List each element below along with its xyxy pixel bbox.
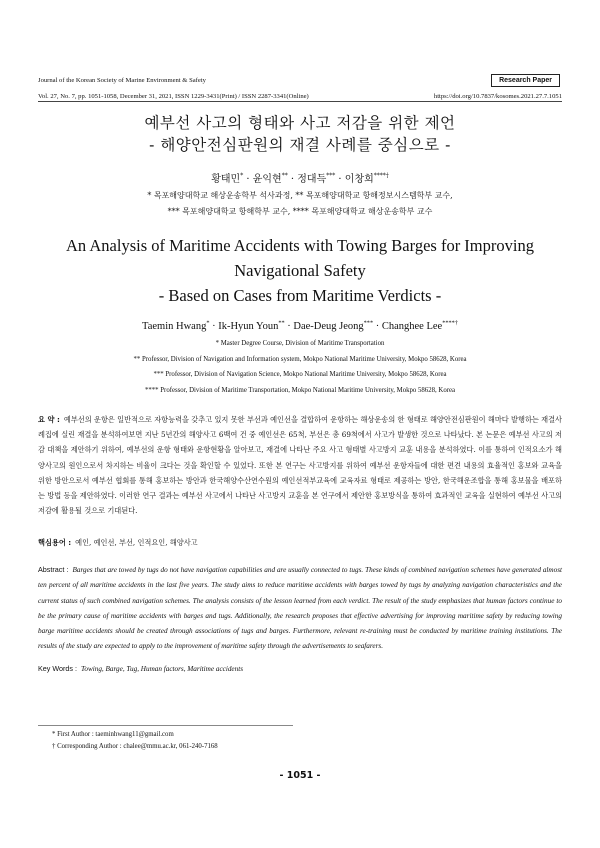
korean-abstract-text: 예부선의 운항은 일반적으로 자항능력을 갖추고 있지 못한 부선과 예인선을 결합하여 운항하는 해상운송의 한 형태로 해양안전심판원이 해마다 발행하는 재결사례집에 실린 재결을 분석하여보면 지난 5년간의 해양사고 6백여 건 중 예인선은 65척, 부선은 총 69척에서 사고가 발생한 것으로 나타났다. 본 논문은 예부선 사고의 저감 대책을 제안하기 위하여, 예부선의 운항 형태와 운항현황을 알아보고, 재결에 나타난 주요 사고 형태별 사고방지 교훈 내용을 분석하였다. 이를 통하여 인적요소가 해양사고의 원인으로서 차지하는 비율이 크다는 것을 확인할 수 있었다. 또한 본 연구는 사고방지를 위하여 예부선 운항자들에 대한 편견 내용의 효율적인 홍보와 교육을 위한 방안으로서 예부선 협회를 통해 홍보하는 방안과 한국해양수산연수원의 예인선적부교육에 교육자료 형태로 제공하는 방안, 한국해운조합을 통해 홍보물을 배포하는 방법 등을 제안하였다. 이러한 연구 결과는 예부선 사고에서 나타난 사고방지 교훈을 본 연구에서 제안한 홍보방식을 통하여 효과적인 교육을 실현하여 예부선 사고의 저감에 활용될 것으로 기대된다. — [38, 415, 563, 516]
korean-author: 정대득*** — [297, 172, 336, 185]
korean-title: 예부선 사고의 형태와 사고 저감을 위한 제언 — [144, 114, 456, 132]
page-number: - 1051 - — [279, 770, 321, 781]
english-title-line1: An Analysis of Maritime Accidents with Towing Barges for Improving — [66, 236, 534, 255]
english-affiliation: **** Professor, Division of Maritime Transportation, Mokpo National Maritime University, Mokpo 58628, Korea — [144, 387, 456, 394]
korean-author: 이창희****† — [344, 172, 389, 185]
english-author: Taemin Hwang* — [142, 319, 210, 332]
english-author: Ik-Hyun Youn** — [218, 319, 285, 332]
header-rule — [38, 101, 562, 102]
english-author: Dae-Deug Jeong*** — [293, 319, 374, 332]
doi-link[interactable]: https://doi.org/10.7837/kosomes.2021.27.7.1051 — [433, 93, 562, 100]
english-affiliation: ** Professor, Division of Navigation and Information system, Mokpo National Maritime University, Mokpo 58628, Korea — [133, 356, 467, 363]
english-subtitle: - Based on Cases from Maritime Verdicts - — [158, 286, 442, 305]
korean-affiliations-line2: *** 목포해양대학교 항해학부 교수, **** 목포해양대학교 해상운송학부 교수 — [167, 207, 433, 216]
korean-keywords — [38, 538, 198, 548]
korean-abstract — [38, 412, 562, 518]
korean-author: 윤익현** — [252, 172, 288, 185]
english-author-list: Taemin Hwang* · Ik-Hyun Youn** · Dae-Deug Jeong*** · Changhee Lee****† — [142, 319, 458, 332]
english-keywords — [38, 664, 243, 673]
korean-author-list: 황태민* · 윤익현** · 정대득*** · 이창희****† — [211, 172, 389, 185]
volume-info: Vol. 27, No. 7, pp. 1051-1058, December 31, 2021, ISSN 1229-3431(Print) / ISSN 2287-3341(Online) — [38, 93, 309, 100]
article-type-badge: Research Paper — [491, 74, 560, 87]
english-abstract — [38, 562, 562, 655]
korean-affiliations-line1: * 목포해양대학교 해상운송학부 석사과정, ** 목포해양대학교 항해정보시스템학부 교수, — [147, 191, 453, 200]
english-affiliation: *** Professor, Division of Navigation Science, Mokpo National Maritime University, Mokpo 58628, Korea — [153, 371, 447, 378]
english-affiliation: * Master Degree Course, Division of Maritime Transportation — [215, 340, 385, 347]
korean-keywords-text: 예인, 예인선, 부선, 인적요인, 해양사고 — [75, 538, 198, 547]
footnote-rule — [38, 725, 293, 726]
footnote-first-author: * First Author : taeminhwang11@gmail.com — [52, 731, 174, 738]
korean-keywords-label: 핵심용어 : — [38, 538, 72, 547]
english-abstract-text: Barges that are towed by tugs do not have navigation capabilities and are usually connected to tugs. These kinds of combined navigation schemes have generated almost ten percent of all maritime accidents in the last five years. The study aims to reduce maritime accidents with barges towed by tugs by analyzing navigation characteristics and the current status of such combined navigation schemes. The analysis consists of the lesson learned from each verdict. The result of the study emphasizes that human factors continue to be the primary cause of maritime accidents with barges and tugs. Additionally, the research proposes that effective advertising for improving maritime safety by reducing towing barge maritime accidents should be created through associations of tugs and barges. Furthermore, relevant re-training must be conducted by maritime training institutions. The results of the study are expected to apply to the improvement of maritime safety through the advertisements to seafarers. — [38, 566, 563, 651]
korean-abstract-label: 요 약 : — [38, 415, 60, 424]
korean-subtitle: - 해양안전심판원의 재결 사례를 중심으로 - — [149, 136, 451, 154]
footnote-corresponding-author: † Corresponding Author : chalee@mmu.ac.kr, 061-240-7168 — [52, 743, 218, 750]
english-author: Changhee Lee****† — [381, 319, 458, 332]
english-title-line2: Navigational Safety — [234, 261, 366, 280]
journal-name: Journal of the Korean Society of Marine Environment & Safety — [38, 77, 206, 84]
korean-author: 황태민* — [211, 172, 244, 185]
english-keywords-label: Key Words : — [38, 664, 78, 673]
english-keywords-text: Towing, Barge, Tug, Human factors, Maritime accidents — [81, 665, 243, 673]
english-abstract-label: Abstract : — [38, 565, 69, 574]
